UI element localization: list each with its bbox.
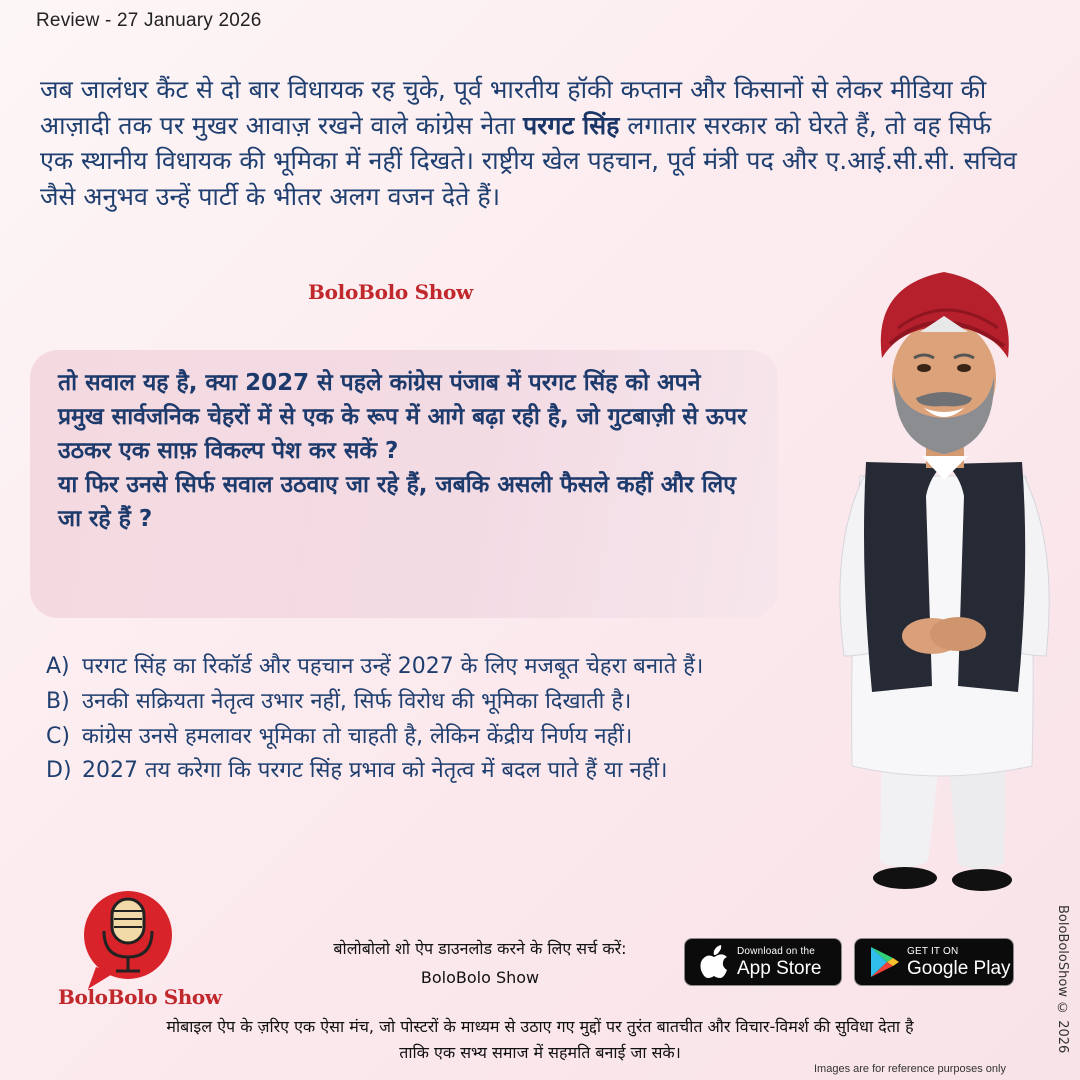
download-instructions: [290, 935, 670, 993]
option-letter: C): [46, 723, 70, 749]
question-box: [30, 350, 778, 618]
option-b[interactable]: [46, 685, 836, 720]
footer-description: [40, 1014, 1040, 1067]
option-a[interactable]: [46, 650, 836, 685]
option-letter: A): [46, 654, 70, 679]
intro-paragraph: [40, 72, 1030, 214]
option-text: परगट सिंह का रिकॉर्ड और पहचान उन्हें 2027 के लिए मजबूत चेहरा बनाते हैं।: [82, 654, 704, 679]
option-c[interactable]: [46, 720, 836, 755]
google-play-icon: [865, 945, 903, 979]
google-play-small-label: GET IT ON: [907, 945, 959, 957]
options-list: [46, 650, 836, 789]
apple-icon: [695, 945, 733, 979]
app-search-name: BoloBolo Show: [420, 967, 540, 987]
highlighted-name: परगट सिंह: [522, 110, 620, 140]
leader-caricature-illustration: [820, 266, 1070, 906]
image-disclaimer: Images are for reference purposes only: [814, 1063, 1006, 1075]
google-play-button[interactable]: [854, 938, 1014, 986]
option-letter: D): [46, 758, 72, 784]
option-d[interactable]: [46, 754, 836, 789]
review-date: Review - 27 January 2026: [36, 10, 262, 31]
question-line-1: तो सवाल यह है, क्या 2027 से पहले कांग्रेस पंजाब में परगट सिंह को अपने प्रमुख सार्वजनिक चेहरों में से एक के रूप में आगे बढ़ा रही है, जो गुटबाज़ी से ऊपर उठकर एक साफ़ विकल्प पेश कर सकें ?: [58, 370, 747, 465]
footer-line-1: मोबाइल ऐप के ज़रिए एक ऐसा मंच, जो पोस्टरों के माध्यम से उठाए गए मुद्दों पर तुरंत बातचीत और विचार-विमर्श की सुविधा देता है: [166, 1017, 914, 1036]
app-store-small-label: Download on the: [737, 945, 816, 957]
copyright-vertical: BoloBoloShow © 2026: [1055, 905, 1070, 1054]
option-text: 2027 तय करेगा कि परगट सिंह प्रभाव को नेतृत्व में बदल पाते हैं या नहीं।: [82, 758, 668, 784]
app-store-label: App Store: [737, 957, 822, 979]
watermark-brand: BoloBolo Show: [308, 280, 473, 304]
logo-brand-name: BoloBolo Show: [58, 985, 222, 1009]
option-text: उनकी सक्रियता नेतृत्व उभार नहीं, सिर्फ विरोध की भूमिका दिखाती है।: [82, 688, 632, 714]
option-letter: B): [46, 688, 70, 714]
app-store-button[interactable]: [684, 938, 842, 986]
intro-text-start: जब जालंधर कैंट से दो बार विधायक रह चुके, पूर्व भारतीय हॉकी कप्तान और किसानों से लेकर मीडिया की आज़ादी तक पर मुखर आवाज़ रखने वाले कांग्रेस नेता: [40, 75, 987, 140]
google-play-label: Google Play: [907, 957, 1011, 979]
footer-line-2: ताकि एक सभ्य समाज में सहमति बनाई जा सके।: [399, 1043, 681, 1063]
option-text: कांग्रेस उनसे हमलावर भूमिका तो चाहती है, लेकिन केंद्रीय निर्णय नहीं।: [82, 723, 633, 749]
question-line-2: या फिर उनसे सिर्फ सवाल उठवाए जा रहे हैं, जबकि असली फैसले कहीं और लिए जा रहे हैं ?: [58, 472, 736, 533]
search-instruction-line: बोलोबोलो शो ऐप डाउनलोड करने के लिए सर्च करें:: [333, 939, 627, 958]
intro-text-end: लगातार सरकार को घेरते हैं, तो वह सिर्फ एक स्थानीय विधायक की भूमिका में नहीं दिखते। राष्ट्रीय खेल पहचान, पूर्व मंत्री पद और ए.आई.सी.सी. सचिव जैसे अनुभव उन्हें पार्टी के भीतर अलग वजन देते हैं।: [40, 110, 1017, 211]
